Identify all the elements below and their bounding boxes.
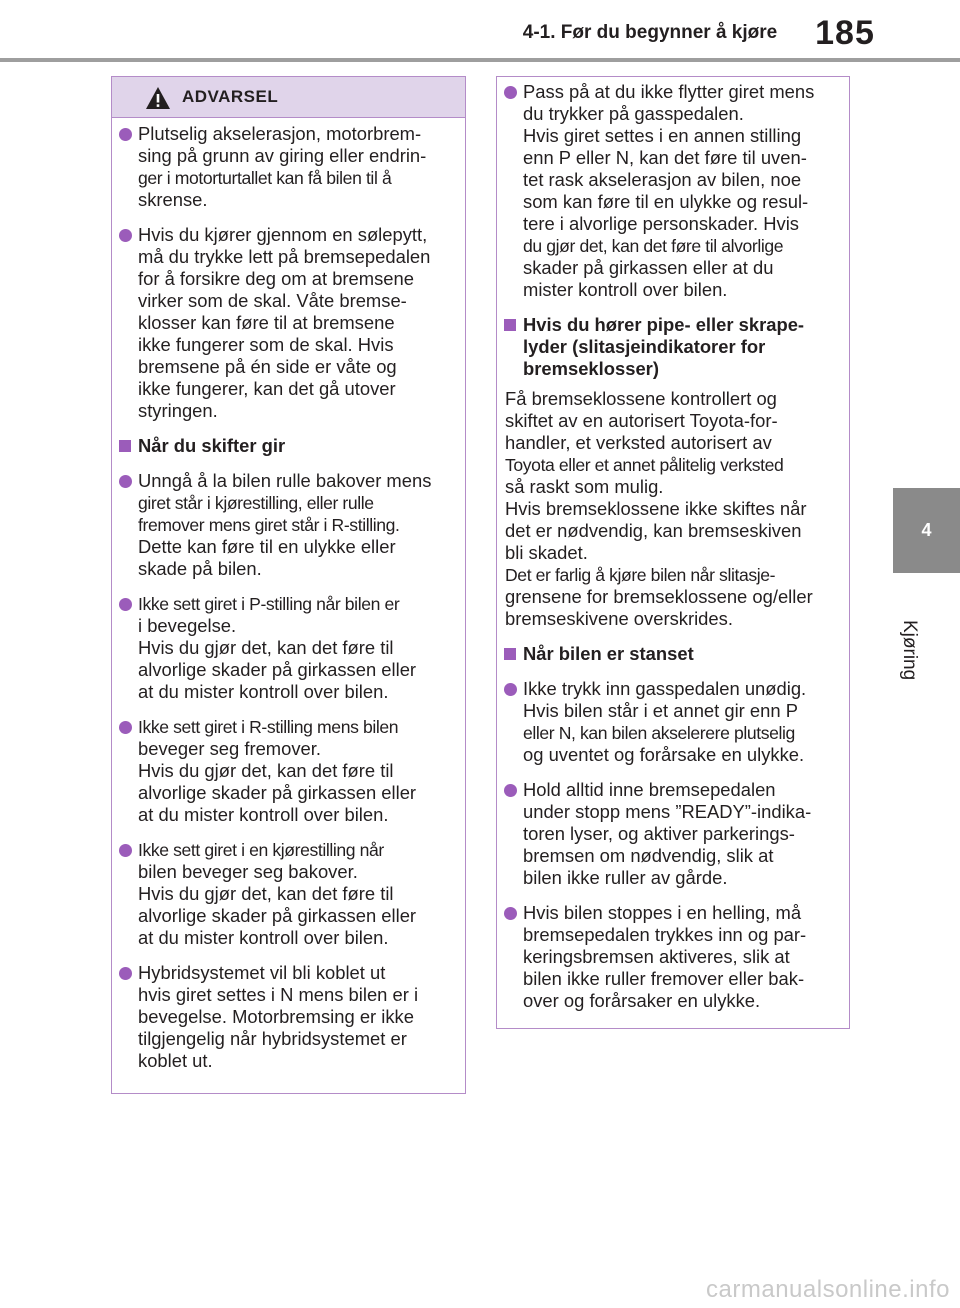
text-line: keringsbremsen aktiveres, slik at xyxy=(523,946,790,967)
text-line: tere i alvorlige personskader. Hvis xyxy=(523,213,799,234)
text-line: tilgjengelig når hybridsystemet er xyxy=(138,1028,407,1049)
text-line: Hold alltid inne bremsepedalen xyxy=(523,779,776,800)
text-line: grensene for bremseklossene og/eller xyxy=(505,586,813,607)
bullet-item xyxy=(112,716,465,826)
section-heading xyxy=(112,435,465,457)
paragraph xyxy=(497,388,849,630)
bullet-item xyxy=(497,678,849,766)
heading-square-icon xyxy=(119,440,131,452)
bullet-dot-icon xyxy=(119,229,132,242)
text-line: Pass på at du ikke flytter giret mens xyxy=(523,81,815,102)
text-line: ikke fungerer som de skal. Hvis xyxy=(138,334,394,355)
warning-box-left xyxy=(111,76,466,1094)
header-rule xyxy=(0,58,960,62)
text-line: Hvis du hører pipe- eller skrape- xyxy=(523,314,805,335)
text-line: at du mister kontroll over bilen. xyxy=(138,927,389,948)
text-line: fremover mens giret står i R-stilling. xyxy=(138,515,400,535)
text-line: Toyota eller et annet pålitelig verksted xyxy=(505,455,784,475)
text-line: Hvis du gjør det, kan det føre til xyxy=(138,760,394,781)
bullet-item xyxy=(497,902,849,1012)
text-line: sing på grunn av giring eller endrin- xyxy=(138,145,427,166)
text-line: må du trykke lett på bremsepedalen xyxy=(138,246,431,267)
text-line: over og forårsaker en ulykke. xyxy=(523,990,761,1011)
text-line: og uventet og forårsake en ulykke. xyxy=(523,744,805,765)
page-number: 185 xyxy=(815,14,875,52)
bullet-item xyxy=(112,470,465,580)
bullet-dot-icon xyxy=(504,907,517,920)
bullet-item xyxy=(497,81,849,301)
right-column-content xyxy=(497,81,849,1012)
text-line: klosser kan føre til at bremsene xyxy=(138,312,395,333)
text-line: styringen. xyxy=(138,400,218,421)
text-line: tet rask akselerasjon av bilen, noe xyxy=(523,169,802,190)
text-line: bremsen om nødvendig, slik at xyxy=(523,845,774,866)
text-line: du gjør det, kan det føre til alvorlige xyxy=(523,236,784,256)
chapter-label xyxy=(900,620,920,690)
bullet-item xyxy=(112,123,465,211)
text-line: bremsepedalen trykkes inn og par- xyxy=(523,924,807,945)
text-line: Når du skifter gir xyxy=(138,435,286,456)
heading-square-icon xyxy=(504,648,516,660)
text-line: bilen ikke ruller av gårde. xyxy=(523,867,728,888)
text-line: bremseskivene overskrides. xyxy=(505,608,733,629)
text-line: i bevegelse. xyxy=(138,615,237,636)
section-title: 4-1. Før du begynner å kjøre xyxy=(522,22,778,43)
text-line: som kan føre til en ulykke og resul- xyxy=(523,191,809,212)
text-line: Ikke sett giret i en kjørestilling når xyxy=(138,840,384,860)
text-line: skade på bilen. xyxy=(138,558,262,579)
text-line: at du mister kontroll over bilen. xyxy=(138,681,389,702)
text-line: bilen beveger seg bakover. xyxy=(138,861,358,882)
text-line: mister kontroll over bilen. xyxy=(523,279,728,300)
bullet-item xyxy=(112,839,465,949)
text-line: Hvis giret settes i en annen stilling xyxy=(523,125,802,146)
text-line: handler, et verksted autorisert av xyxy=(505,432,772,453)
warning-box-right xyxy=(496,76,850,1029)
text-line: det er nødvendig, kan bremseskiven xyxy=(505,520,802,541)
text-line: enn P eller N, kan det føre til uven- xyxy=(523,147,807,168)
text-line: alvorlige skader på girkassen eller xyxy=(138,782,417,803)
text-line: skrense. xyxy=(138,189,208,210)
text-line: eller N, kan bilen akselerere plutselig xyxy=(523,723,795,743)
text-line: lyder (slitasjeindikatorer for xyxy=(523,336,766,357)
text-line: koblet ut. xyxy=(138,1050,213,1071)
bullet-item xyxy=(112,224,465,422)
section-heading xyxy=(497,314,849,380)
warning-triangle-icon xyxy=(145,86,171,110)
watermark: carmanualsonline.info xyxy=(706,1276,950,1303)
text-line: alvorlige skader på girkassen eller xyxy=(138,659,417,680)
heading-square-icon xyxy=(504,319,516,331)
bullet-dot-icon xyxy=(119,598,132,611)
text-line: alvorlige skader på girkassen eller xyxy=(138,905,417,926)
section-heading xyxy=(497,643,849,665)
text-line: Hvis bilen stoppes i en helling, må xyxy=(523,902,802,923)
bullet-item xyxy=(112,593,465,703)
text-line: Hvis bilen står i et annet gir enn P xyxy=(523,700,798,721)
text-line: toren lyser, og aktiver parkerings- xyxy=(523,823,795,844)
left-column-content xyxy=(112,123,465,1072)
text-line: Unngå å la bilen rulle bakover mens xyxy=(138,470,432,491)
warning-title: ADVARSEL xyxy=(182,87,279,106)
bullet-dot-icon xyxy=(504,683,517,696)
bullet-dot-icon xyxy=(504,86,517,99)
text-line: hvis giret settes i N mens bilen er i xyxy=(138,984,419,1005)
text-line: Få bremseklossene kontrollert og xyxy=(505,388,777,409)
warning-bar xyxy=(112,77,465,118)
chapter-tab[interactable]: 4 xyxy=(893,488,960,573)
text-line: Når bilen er stanset xyxy=(523,643,694,664)
text-line: ikke fungerer, kan det gå utover xyxy=(138,378,396,399)
text-line: virker som de skal. Våte bremse- xyxy=(138,290,407,311)
bullet-item xyxy=(112,962,465,1072)
chapter-label-text: Kjøring xyxy=(899,620,920,681)
text-line: du trykker på gasspedalen. xyxy=(523,103,744,124)
bullet-dot-icon xyxy=(119,967,132,980)
text-line: skader på girkassen eller at du xyxy=(523,257,774,278)
text-line: Hvis du gjør det, kan det føre til xyxy=(138,637,394,658)
bullet-item xyxy=(497,779,849,889)
text-line: Hvis du gjør det, kan det føre til xyxy=(138,883,394,904)
text-line: Hvis du kjører gjennom en sølepytt, xyxy=(138,224,428,245)
bullet-dot-icon xyxy=(119,844,132,857)
text-line: bremseklosser) xyxy=(523,358,659,379)
text-line: Ikke sett giret i P-stilling når bilen er xyxy=(138,594,400,614)
text-line: giret står i kjørestilling, eller rulle xyxy=(138,493,374,513)
text-line: at du mister kontroll over bilen. xyxy=(138,804,389,825)
bullet-dot-icon xyxy=(119,475,132,488)
text-line: så raskt som mulig. xyxy=(505,476,664,497)
bullet-dot-icon xyxy=(504,784,517,797)
bullet-dot-icon xyxy=(119,721,132,734)
text-line: ger i motorturtallet kan få bilen til å xyxy=(138,168,392,188)
text-line: Plutselig akselerasjon, motorbrem- xyxy=(138,123,422,144)
text-line: under stopp mens ”READY”-indika- xyxy=(523,801,812,822)
text-line: bli skadet. xyxy=(505,542,588,563)
text-line: Hybridsystemet vil bli koblet ut xyxy=(138,962,386,983)
text-line: bevegelse. Motorbremsing er ikke xyxy=(138,1006,414,1027)
text-line: bilen ikke ruller fremover eller bak- xyxy=(523,968,805,989)
bullet-dot-icon xyxy=(119,128,132,141)
text-line: for å forsikre deg om at bremsene xyxy=(138,268,414,289)
text-line: Hvis bremseklossene ikke skiftes når xyxy=(505,498,807,519)
text-line: skiftet av en autorisert Toyota-for- xyxy=(505,410,778,431)
text-line: beveger seg fremover. xyxy=(138,738,321,759)
text-line: Ikke trykk inn gasspedalen unødig. xyxy=(523,678,807,699)
text-line: Dette kan føre til en ulykke eller xyxy=(138,536,396,557)
text-line: bremsene på én side er våte og xyxy=(138,356,397,377)
text-line: Det er farlig å kjøre bilen når slitasje- xyxy=(505,565,776,585)
text-line: Ikke sett giret i R-stilling mens bilen xyxy=(138,717,399,737)
